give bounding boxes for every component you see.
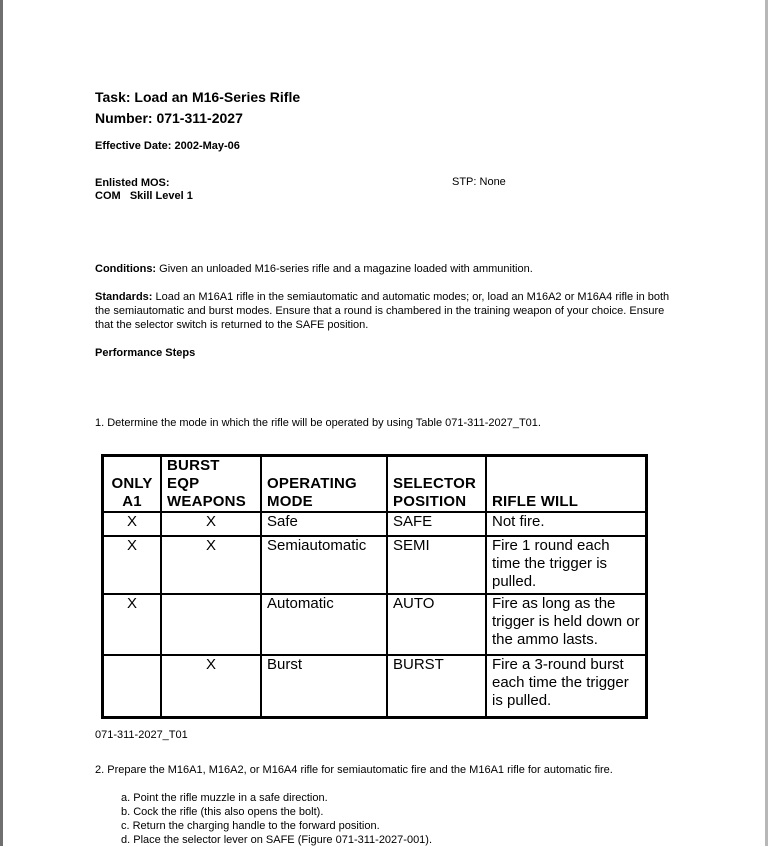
step-1: 1. Determine the mode in which the rifle will be operated by using Table 071-311-2027_T01. bbox=[95, 417, 541, 429]
standards-text: Load an M16A1 rifle in the semiautomatic and automatic modes; or, load an M16A2 or M16A4 rifle in both the semiautomatic and burst modes. Ensure that a round is chambered in the training weapon of your choice. Ensure that the selector switch is returned to the SAFE position. bbox=[95, 291, 670, 331]
step-2: 2. Prepare the M16A1, M16A2, or M16A4 rifle for semiautomatic fire and the M16A1 rifle for automatic fire. bbox=[95, 764, 613, 776]
table-cell: X bbox=[103, 512, 162, 536]
substep-c: c. Return the charging handle to the forward position. bbox=[121, 820, 380, 832]
header-selector-position: SELECTOR POSITION bbox=[387, 456, 486, 513]
table-row bbox=[103, 512, 647, 536]
table-row bbox=[103, 536, 647, 594]
table-row bbox=[103, 655, 647, 718]
table-cell: BURST bbox=[387, 655, 486, 718]
table-cell: Automatic bbox=[261, 594, 387, 655]
table-cell bbox=[161, 594, 261, 655]
table-cell: SEMI bbox=[387, 536, 486, 594]
table-cell: SAFE bbox=[387, 512, 486, 536]
table-cell: Fire as long as the trigger is held down or the ammo lasts. bbox=[486, 594, 647, 655]
conditions-text: Given an unloaded M16-series rifle and a magazine loaded with ammunition. bbox=[156, 263, 533, 275]
table-cell bbox=[103, 655, 162, 718]
enlisted-mos-label: Enlisted MOS: bbox=[95, 177, 170, 189]
table-cell: Safe bbox=[261, 512, 387, 536]
header-rifle-will: RIFLE WILL bbox=[486, 456, 647, 513]
conditions-paragraph bbox=[95, 262, 685, 276]
task-title: Task: Load an M16-Series Rifle bbox=[95, 89, 301, 105]
substep-b: b. Cock the rifle (this also opens the bolt). bbox=[121, 806, 324, 818]
header-burst-eqp: BURST EQP WEAPONS bbox=[161, 456, 261, 513]
table-cell: X bbox=[161, 512, 261, 536]
step-2-substeps bbox=[121, 791, 432, 847]
effective-date: Effective Date: 2002-May-06 bbox=[95, 140, 240, 152]
table-cell: Burst bbox=[261, 655, 387, 718]
header-only-a1: ONLY A1 bbox=[103, 456, 162, 513]
standards-paragraph bbox=[95, 290, 685, 332]
skill-level: COM Skill Level 1 bbox=[95, 190, 193, 202]
table-cell: X bbox=[103, 536, 162, 594]
table-cell: X bbox=[103, 594, 162, 655]
table-cell: AUTO bbox=[387, 594, 486, 655]
substep-a: a. Point the rifle muzzle in a safe direction. bbox=[121, 792, 328, 804]
table-cell: Fire 1 round each time the trigger is pulled. bbox=[486, 536, 647, 594]
table-header-row bbox=[103, 456, 647, 513]
table-cell: Not fire. bbox=[486, 512, 647, 536]
performance-steps-heading: Performance Steps bbox=[95, 347, 196, 359]
mode-table bbox=[101, 454, 648, 719]
table-cell: Semiautomatic bbox=[261, 536, 387, 594]
substep-d: d. Place the selector lever on SAFE (Figure 071-311-2027-001). bbox=[121, 834, 433, 846]
task-number: Number: 071-311-2027 bbox=[95, 110, 243, 126]
page-border-left bbox=[0, 0, 3, 846]
stp-label: STP: None bbox=[452, 176, 506, 188]
table-cell: X bbox=[161, 655, 261, 718]
header-operating-mode: OPERATING MODE bbox=[261, 456, 387, 513]
table-row bbox=[103, 594, 647, 655]
conditions-label: Conditions: bbox=[95, 263, 157, 275]
table-cell: Fire a 3-round burst each time the trigger is pulled. bbox=[486, 655, 647, 718]
table-caption: 071-311-2027_T01 bbox=[95, 729, 188, 741]
standards-label: Standards: bbox=[95, 291, 153, 303]
table-cell: X bbox=[161, 536, 261, 594]
